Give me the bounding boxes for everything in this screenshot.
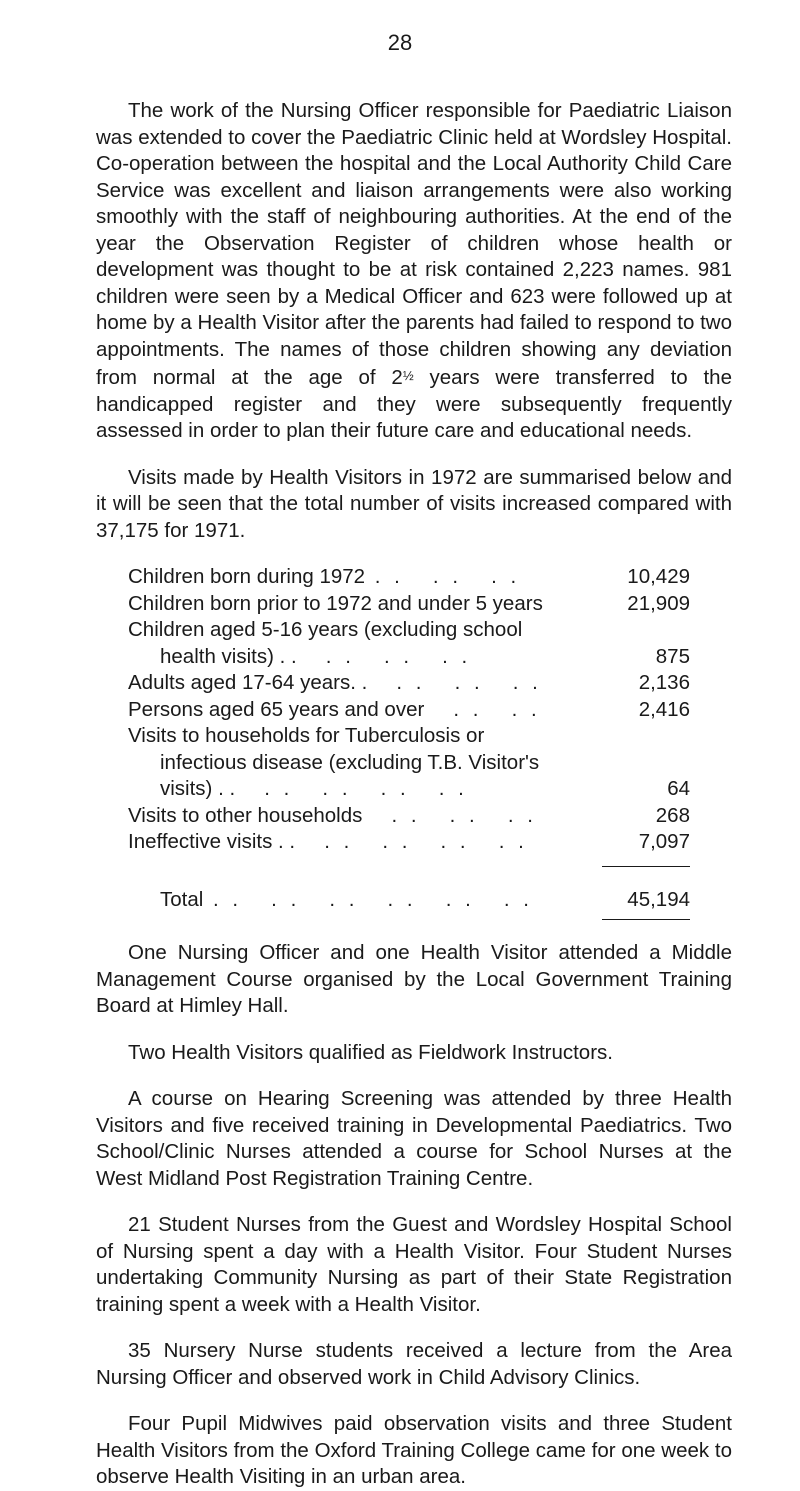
visits-table	[128, 564, 690, 920]
row-label: Visits to households for Tuberculosis or	[128, 724, 485, 747]
total-value: 45,194	[627, 887, 690, 911]
document-body	[96, 98, 732, 1491]
row-value: 7,097	[638, 830, 690, 853]
leader-dots: . . . . . .	[365, 565, 521, 588]
paragraph-nursery-nurse: 35 Nursery Nurse students received a lecture from the Area Nursing Officer and observed work in Child Advisory Clinics.	[96, 1339, 732, 1389]
leader-dots: . . . .	[424, 697, 541, 721]
paragraph-middle-management: One Nursing Officer and one Health Visitor attended a Middle Management Course organised by the Local Government Training Board at Himley Hall.	[96, 941, 732, 1017]
row-value: 268	[655, 803, 690, 827]
leader-dots: . . . . . . . . . . . .	[203, 887, 533, 911]
leader-dots: . . . . . . . .	[235, 777, 468, 800]
leader-dots: . . . . . .	[362, 803, 537, 827]
row-label: Children born during 1972	[128, 565, 366, 588]
row-label-continued: infectious disease (excluding T.B. Visitor's	[160, 750, 540, 774]
row-label: Visits to other households	[128, 803, 363, 827]
row-label: Persons aged 65 years and over	[128, 697, 425, 721]
row-label: Adults aged 17-64 years. .	[128, 671, 368, 694]
paragraph-text: years were transferred to the handicapped register and they were subsequently frequently assessed in order to plan their future care and educational needs.	[96, 366, 732, 442]
total-rule-bottom	[602, 919, 690, 920]
paragraph-pupil-midwives: Four Pupil Midwives paid observation visits and three Student Health Visitors from the Oxford Training College came for one week to observe Health Visiting in an urban area.	[96, 1412, 732, 1488]
row-label: Children aged 5-16 years (excluding school	[128, 618, 523, 641]
paragraph-fieldwork-instructors: Two Health Visitors qualified as Fieldwork Instructors.	[128, 1040, 613, 1064]
row-label-continued: visits) . .	[160, 777, 236, 800]
leader-dots: . . . . . . . .	[295, 830, 528, 853]
table-row	[128, 697, 690, 724]
table-row	[128, 829, 690, 856]
row-label: Ineffective visits . .	[128, 830, 296, 853]
page-number: 28	[387, 30, 413, 55]
row-label-continued: health visits) . .	[160, 644, 297, 668]
table-row	[128, 591, 690, 618]
table-row	[128, 723, 690, 803]
paragraph-text: The work of the Nursing Officer responsible for Paediatric Liaison was extended to cover the Paediatric Clinic held at Wordsley Hospital. Co-operation between the hospital and the Local Authority Child Care Service was excellent and liaison arrangements were also working smoothly with the staff of neighbouring authorities. At the end of the year the Observation Register of children whose health or development was thought to be at risk contained 2,223 names. 981 children were seen by a Medical Officer and 623 were followed up at home by a Health Visitor after the parents had failed to respond to two appointments. The names of those children showing any deviation from normal at the age of 2	[96, 99, 732, 389]
row-value: 875	[655, 644, 690, 668]
row-label: Children born prior to 1972 and under 5 years	[128, 591, 543, 615]
row-value: 2,416	[638, 697, 690, 721]
fraction-half: ½	[402, 368, 414, 383]
row-value: 64	[667, 777, 690, 800]
paragraph-visits-summary: Visits made by Health Visitors in 1972 are summarised below and it will be seen that the total number of visits increased compared with 37,175 for 1971.	[96, 465, 732, 542]
paragraph-paediatric-liaison	[96, 98, 732, 445]
row-value: 21,909	[627, 591, 690, 615]
paragraph-student-nurses: 21 Student Nurses from the Guest and Wordsley Hospital School of Nursing spent a day with a Health Visitor. Four Student Nurses undertaking Community Nursing as part of their State Registration training spent a week with a Health Visitor.	[96, 1213, 732, 1316]
table-row	[128, 564, 690, 591]
table-row	[128, 617, 690, 670]
row-value: 10,429	[627, 565, 690, 588]
total-label: Total	[160, 887, 204, 911]
total-row	[128, 887, 690, 914]
total-rule-top	[602, 866, 690, 867]
table-row	[128, 803, 690, 830]
leader-dots: . . . . . .	[296, 644, 472, 668]
row-value: 2,136	[638, 671, 690, 694]
table-row	[128, 670, 690, 697]
leader-dots: . . . . . .	[367, 671, 542, 694]
paragraph-hearing-screening: A course on Hearing Screening was attended by three Health Visitors and five received training in Developmental Paediatrics. Two School/Clinic Nurses attended a course for School Nurses at the West Midland Post Registration Training Centre.	[96, 1087, 732, 1190]
